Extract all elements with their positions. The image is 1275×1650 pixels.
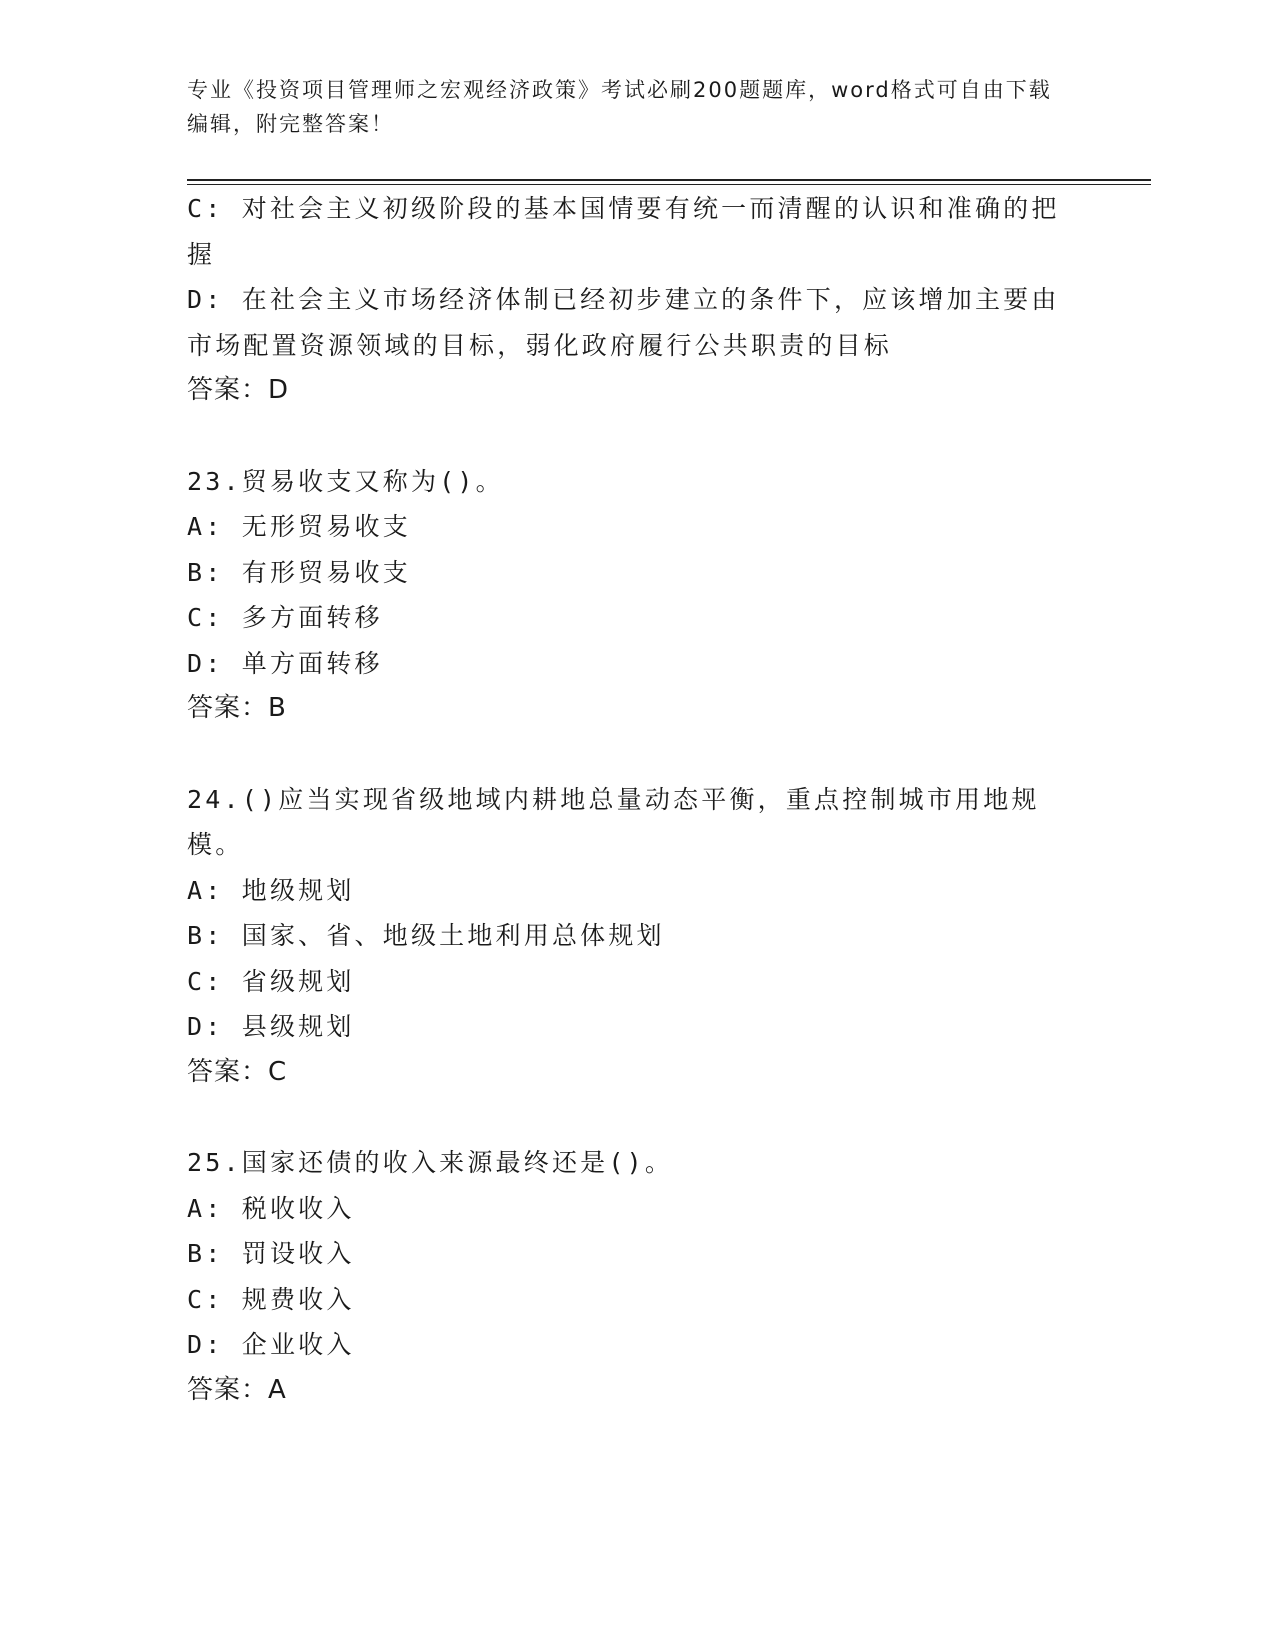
question-continuation bbox=[187, 186, 1067, 414]
answer-line: 答案：B bbox=[187, 693, 287, 723]
question-content bbox=[187, 186, 1067, 1413]
option-c: C: 对社会主义初级阶段的基本国情要有统一而清醒的认识和准确的把握 bbox=[187, 194, 1060, 269]
answer-line: 答案：C bbox=[187, 1056, 288, 1087]
option-d: D: 县级规划 bbox=[187, 1012, 355, 1041]
option-a: A: 税收收入 bbox=[187, 1193, 355, 1223]
header-divider-thick bbox=[187, 179, 1151, 181]
option-c: C: 多方面转移 bbox=[187, 603, 383, 632]
option-d: D: 企业收入 bbox=[187, 1330, 355, 1359]
question-stem: 24.()应当实现省级地域内耕地总量动态平衡，重点控制城市用地规模。 bbox=[187, 784, 1040, 859]
answer-line: 答案：D bbox=[187, 375, 290, 405]
option-d: D: 单方面转移 bbox=[187, 648, 383, 678]
header-divider-thin bbox=[187, 184, 1151, 185]
option-a: A: 无形贸易收支 bbox=[187, 512, 411, 541]
option-c: C: 规费收入 bbox=[187, 1284, 355, 1314]
question-23 bbox=[187, 459, 1067, 732]
option-b: B: 罚设收入 bbox=[187, 1239, 355, 1268]
answer-line: 答案：A bbox=[187, 1374, 287, 1405]
question-stem: 25.国家还债的收入来源最终还是()。 bbox=[187, 1148, 674, 1177]
option-d: D: 在社会主义市场经济体制已经初步建立的条件下，应该增加主要由市场配置资源领域的目标，弱化政府履行公共职责的目标 bbox=[187, 285, 1060, 360]
question-24 bbox=[187, 777, 1067, 1096]
option-b: B: 国家、省、地级土地利用总体规划 bbox=[187, 921, 665, 950]
option-c: C: 省级规划 bbox=[187, 966, 355, 996]
option-a: A: 地级规划 bbox=[187, 875, 355, 905]
question-stem: 23.贸易收支又称为()。 bbox=[187, 466, 504, 496]
question-25 bbox=[187, 1140, 1067, 1413]
option-b: B: 有形贸易收支 bbox=[187, 557, 411, 587]
document-header: 专业《投资项目管理师之宏观经济政策》考试必刷200题题库，word格式可自由下载编辑，附完整答案！ bbox=[187, 78, 1052, 136]
